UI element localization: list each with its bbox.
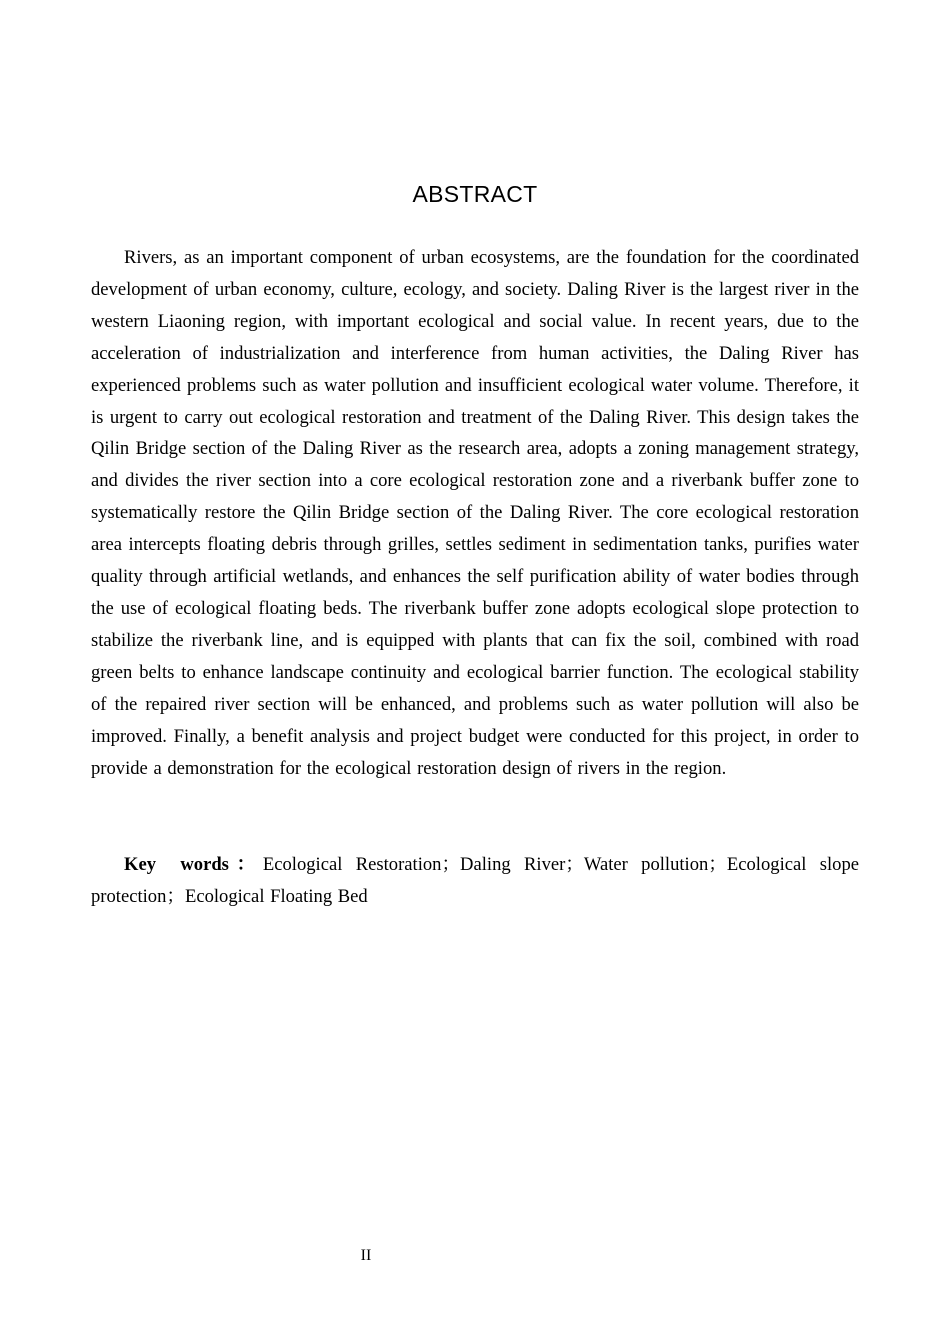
keywords-label: Key words： (124, 854, 263, 875)
abstract-paragraph: Rivers, as an important component of urban ecosystems, are the foundation for the coordinated development of urban economy, culture, ecology, and society. Daling River is the largest river in the western Liaoning region, with important ecological and social value. In recent years, due to the acceleration of industrialization and interference from human activities, the Daling River has experienced problems such as water pollution and insufficient ecological water volume. Therefore, it is urgent to carry out ecological restoration and treatment of the Daling River. This design takes the Qilin Bridge section of the Daling River as the research area, adopts a zoning management strategy, and divides the river section into a core ecological restoration zone and a riverbank buffer zone to systematically restore the Qilin Bridge section of the Daling River. The core ecological restoration area intercepts floating debris through grilles, settles sediment in sedimentation tanks, purifies water quality through artificial wetlands, and enhances the self purification ability of water bodies through the use of ecological floating beds. The riverbank buffer zone adopts ecological slope protection to stabilize the riverbank line, and is equipped with plants that can fix the soil, combined with road green belts to enhance landscape continuity and ecological barrier function. The ecological stability of the repaired river section will be enhanced, and problems such as water pollution will also be improved. Finally, a benefit analysis and project budget were conducted for this project, in order to provide a demonstration for the ecological restoration design of rivers in the region. (91, 247, 859, 779)
abstract-title: ABSTRACT (412, 181, 538, 207)
keywords-list: Ecological Restoration；Daling River；Water pollution；Ecological slope protection；Ecological Floating Bed (91, 854, 859, 907)
page-number: II (360, 1247, 372, 1264)
keywords-paragraph (91, 849, 859, 913)
